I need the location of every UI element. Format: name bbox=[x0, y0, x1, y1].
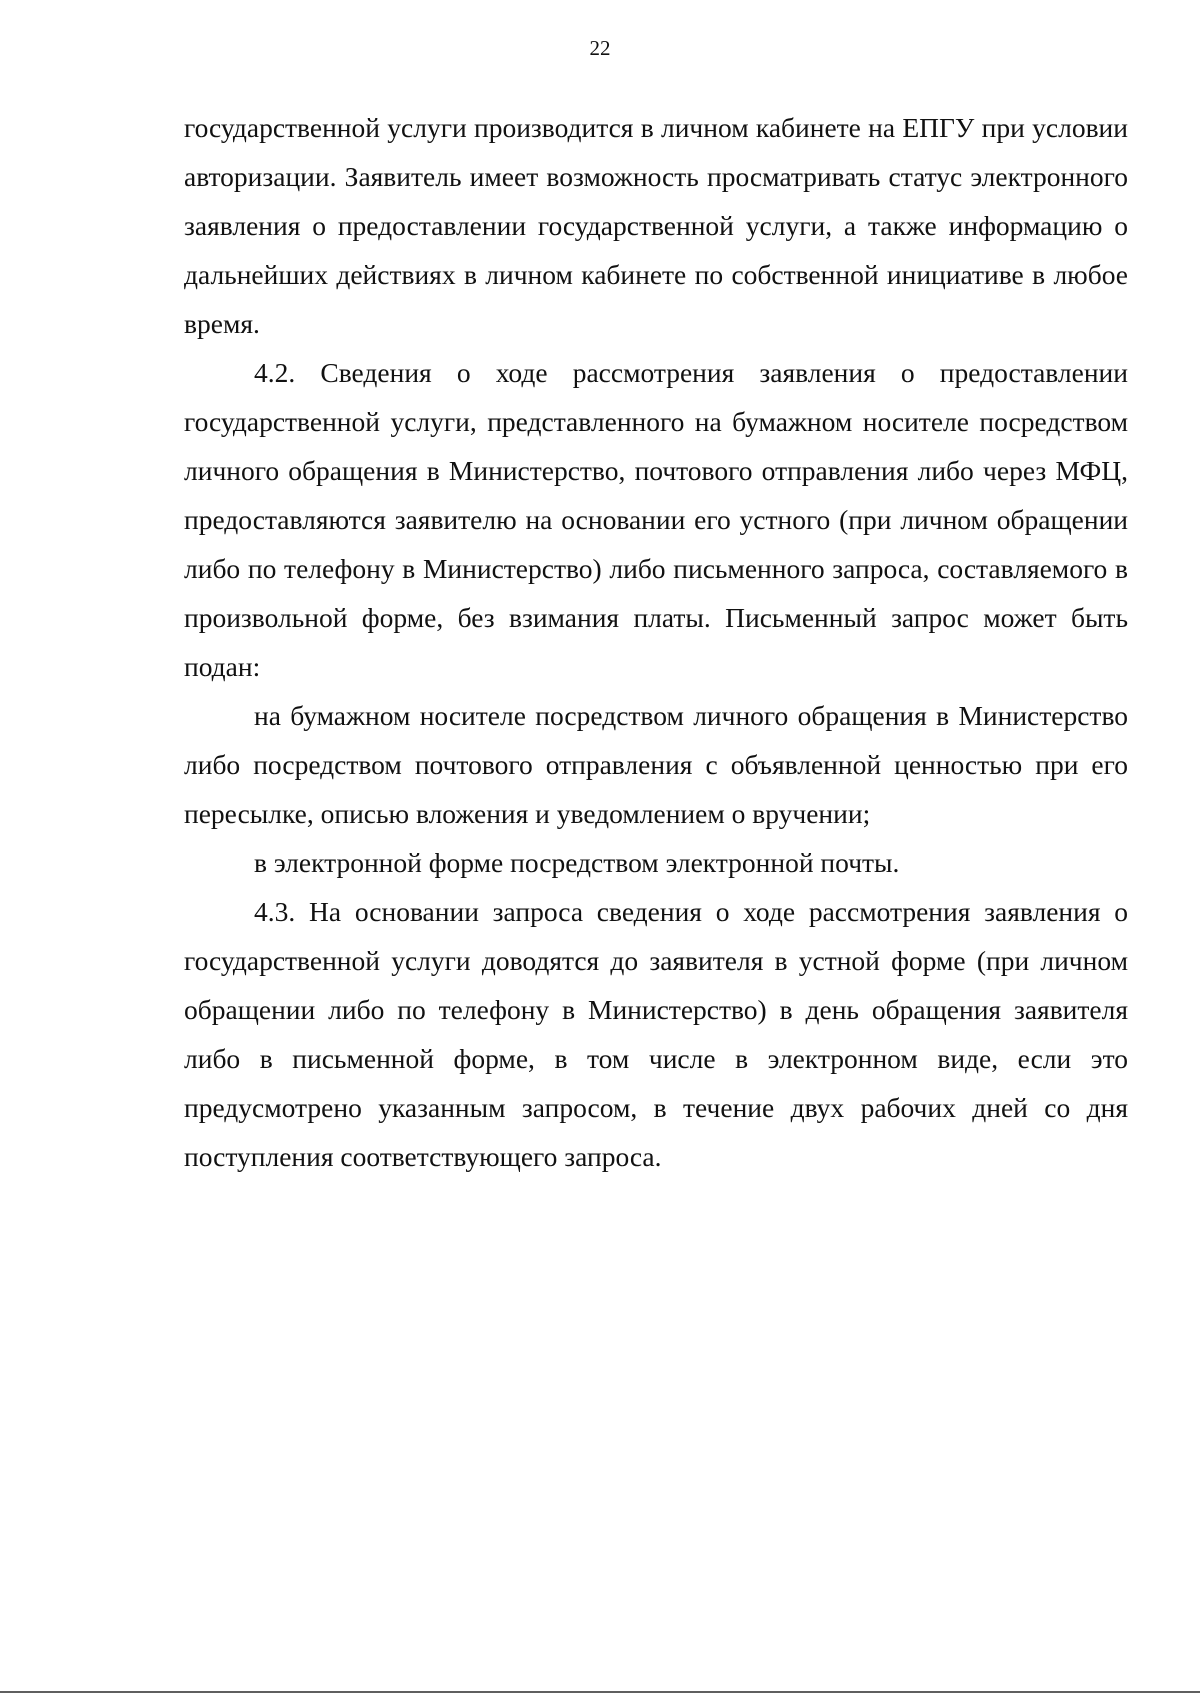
paragraph-paper-request: на бумажном носителе посредством личного обращения в Министерство либо посредством почтового отправления с объявленной ценностью при его пересылке, описью вложения и уведомлением о вручении; bbox=[184, 700, 1128, 829]
paragraph-continuation: государственной услуги производится в личном кабинете на ЕПГУ при условии авторизации. Заявитель имеет возможность просматривать статус электронного заявления о предоставлении государственной услуги, а также информацию о дальнейших действиях в личном кабинете по собственной инициативе в любое время. bbox=[184, 112, 1128, 339]
page-number: 22 bbox=[589, 36, 611, 60]
document-body bbox=[184, 103, 1128, 1181]
scan-bottom-edge bbox=[0, 1691, 1200, 1693]
paragraph-4-3: 4.3. На основании запроса сведения о ходе рассмотрения заявления о государственной услуги доводятся до заявителя в устной форме (при личном обращении либо по телефону в Министерство) в день обращения заявителя либо в письменной форме, в том числе в электронном виде, если это предусмотрено указанным запросом, в течение двух рабочих дней со дня поступления соответствующего запроса. bbox=[184, 896, 1128, 1172]
paragraph-4-2: 4.2. Сведения о ходе рассмотрения заявления о предоставлении государственной услуги, представленного на бумажном носителе посредством личного обращения в Министерство, почтового отправления либо через МФЦ, предоставляются заявителю на основании его устного (при личном обращении либо по телефону в Министерство) либо письменного запроса, составляемого в произвольной форме, без взимания платы. Письменный запрос может быть подан: bbox=[184, 357, 1128, 682]
paragraph-electronic-request: в электронной форме посредством электронной почты. bbox=[254, 847, 900, 878]
